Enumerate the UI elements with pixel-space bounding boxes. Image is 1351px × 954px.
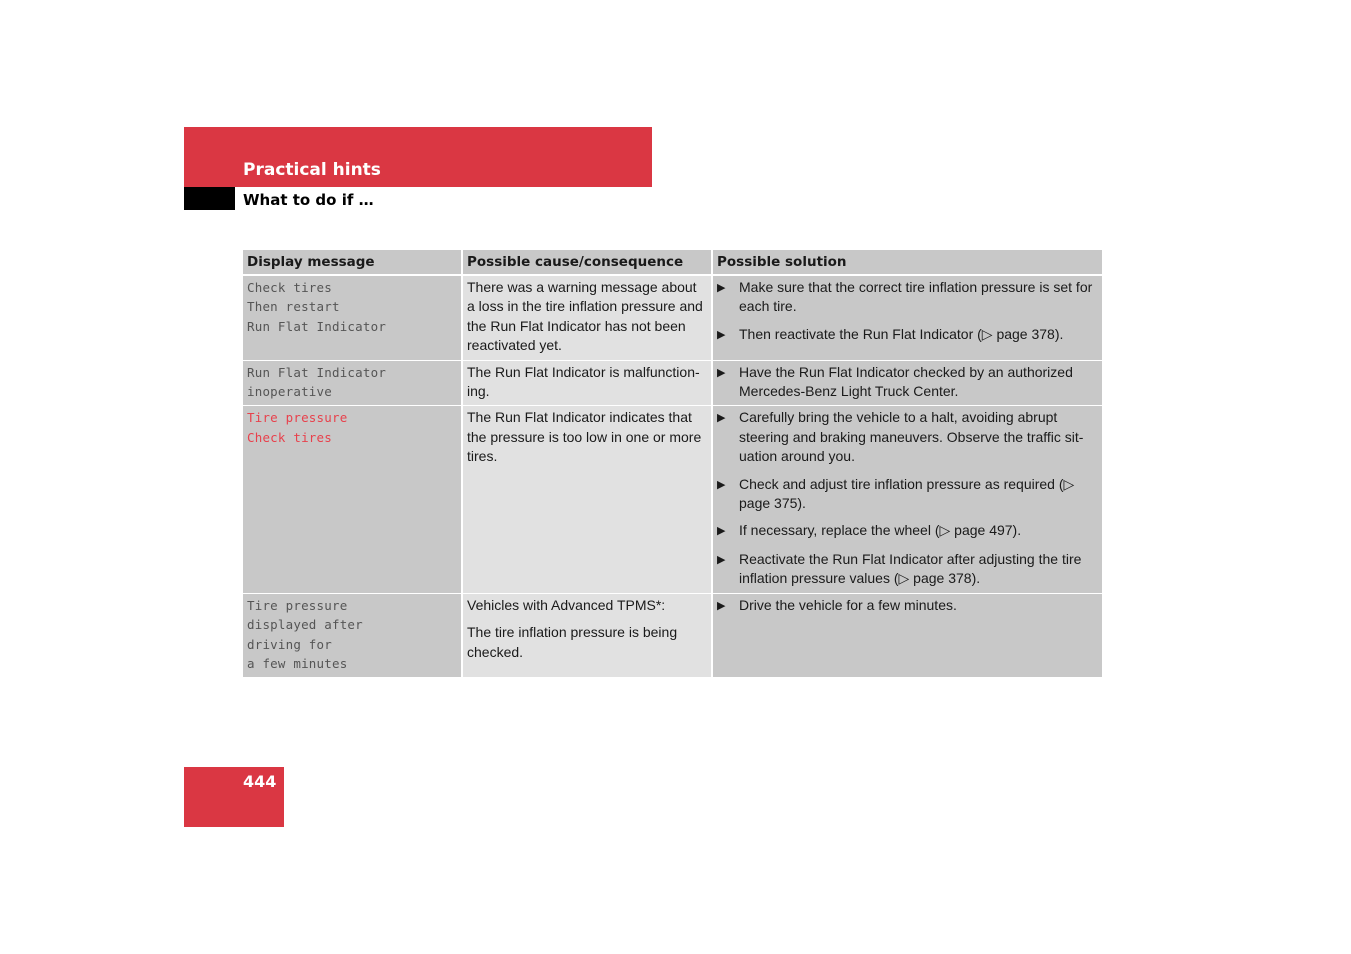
solution-step-text: If necessary, replace the wheel (▷ page 497). (739, 522, 1022, 539)
cause-paragraph: There was a warning message about a loss in the tire inflation pressure and the Run Flat Indicator has not been reactivated yet. (467, 279, 703, 354)
step-arrow-icon: ▶ (717, 412, 726, 425)
display-message-cell (243, 275, 462, 360)
solution-step-text: Make sure that the correct tire inflation pressure is set for each tire. (739, 279, 1093, 315)
solution-step (717, 363, 1098, 402)
cause-paragraph: The tire inflation pressure is being checked. (467, 624, 678, 660)
subsection-title: What to do if … (243, 191, 374, 209)
solution-step-text: Then reactivate the Run Flat Indicator (▷ page 378). (739, 325, 1064, 342)
cause-paragraph: Vehicles with Advanced TPMS*: (467, 596, 666, 613)
section-tab-marker (184, 187, 235, 210)
table-body (243, 275, 1102, 678)
cause-cell (462, 275, 712, 360)
cause-cell (462, 406, 712, 593)
page-number: 444 (243, 772, 277, 791)
solution-step-text: Have the Run Flat Indicator checked by an authorized Mercedes-Benz Light Truck Center. (739, 363, 1073, 400)
display-message-line: inoperative (247, 384, 332, 400)
solution-cell (712, 593, 1102, 678)
table-row (243, 360, 1102, 406)
solution-cell (712, 360, 1102, 406)
solution-cell (712, 275, 1102, 360)
display-message-line: Then restart (247, 299, 340, 315)
column-header-solution: Possible solution (712, 250, 1102, 275)
table-row (243, 406, 1102, 593)
column-header-cause: Possible cause/consequence (462, 250, 712, 275)
step-arrow-icon: ▶ (717, 525, 726, 538)
display-message-cell (243, 593, 462, 678)
cause-cell (462, 593, 712, 678)
display-message-cell (243, 360, 462, 406)
table-row (243, 593, 1102, 678)
solution-cell (712, 406, 1102, 593)
solution-step-text: Check and adjust tire inflation pressure as required (▷ page 375). (739, 475, 1075, 512)
cause-paragraph: The Run Flat Indicator is malfunction-ing. (467, 363, 700, 400)
display-message-line: Tire pressure (247, 410, 348, 426)
display-message-table (243, 250, 1102, 678)
display-message-line: Run Flat Indicator (247, 364, 387, 380)
column-header-display-message: Display message (243, 250, 462, 275)
display-message-line: a few minutes (247, 655, 348, 671)
display-message-line: Check tires (247, 280, 332, 295)
solution-step (717, 408, 1098, 466)
step-arrow-icon: ▶ (717, 366, 726, 379)
display-message-line: displayed after (247, 617, 363, 633)
solution-step (717, 475, 1098, 514)
solution-step (717, 521, 1098, 541)
cause-paragraph: The Run Flat Indicator indicates that the pressure is too low in one or more tires. (467, 409, 702, 465)
section-title: Practical hints (243, 160, 381, 180)
solution-step (717, 278, 1098, 317)
display-message-line: Tire pressure (247, 597, 348, 613)
table-header-row (243, 250, 1102, 275)
solution-step (717, 550, 1098, 589)
step-arrow-icon: ▶ (717, 478, 726, 491)
display-message-line: Check tires (247, 429, 332, 445)
step-arrow-icon: ▶ (717, 599, 726, 612)
solution-step-text: Carefully bring the vehicle to a halt, avoiding abrupt steering and braking maneuvers. Observe the traffic sit-uation around you. (739, 409, 1084, 465)
step-arrow-icon: ▶ (717, 328, 726, 341)
display-message-cell (243, 406, 462, 593)
step-arrow-icon: ▶ (717, 282, 726, 294)
display-message-line: driving for (247, 636, 332, 652)
solution-step (717, 325, 1098, 345)
solution-step-text: Drive the vehicle for a few minutes. (739, 596, 957, 613)
solution-step (717, 596, 1098, 616)
table-row (243, 275, 1102, 360)
solution-step-text: Reactivate the Run Flat Indicator after adjusting the tire inflation pressure values (▷ page 378). (739, 550, 1082, 587)
cause-cell (462, 360, 712, 406)
step-arrow-icon: ▶ (717, 553, 726, 566)
display-message-line: Run Flat Indicator (247, 318, 387, 334)
